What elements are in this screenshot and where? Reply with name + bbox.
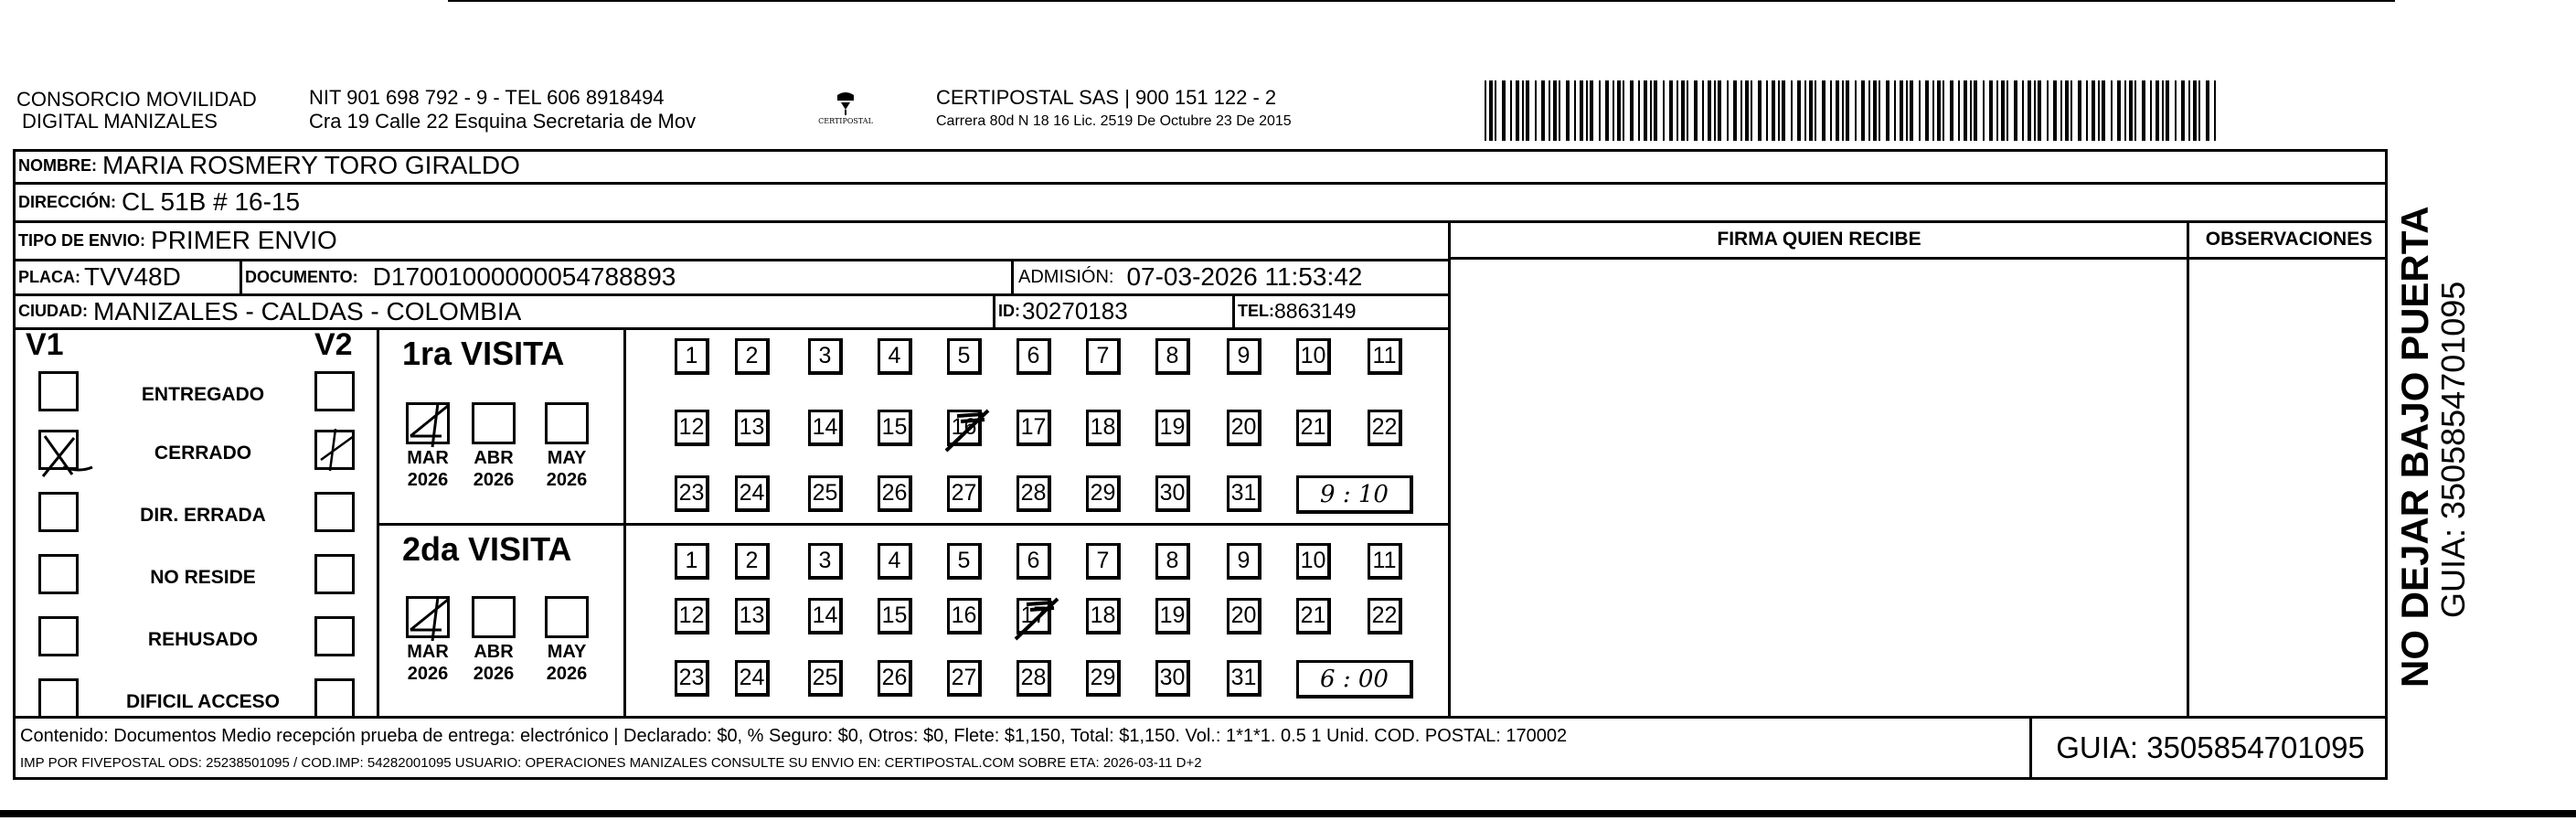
day-number: 30 bbox=[1159, 480, 1186, 506]
v2-checkbox[interactable] bbox=[314, 371, 355, 411]
visit1-month-label: MAR bbox=[407, 448, 449, 468]
day-number: 6 bbox=[1027, 548, 1040, 573]
tipo-value: PRIMER ENVIO bbox=[151, 226, 337, 254]
visit2-day-31[interactable] bbox=[1227, 660, 1261, 697]
admision-cell bbox=[1018, 261, 1362, 293]
day-number: 10 bbox=[1300, 548, 1326, 573]
visit1-month-box[interactable] bbox=[472, 402, 516, 444]
visit1-day-15[interactable] bbox=[878, 410, 912, 446]
day-number: 1 bbox=[685, 343, 698, 368]
visit1-day-6[interactable] bbox=[1017, 338, 1051, 375]
v1-checkbox[interactable] bbox=[38, 554, 79, 594]
documento-value: D17001000000054788893 bbox=[372, 262, 676, 291]
status-label: NO RESIDE bbox=[150, 567, 256, 588]
day-number: 16 bbox=[951, 602, 977, 628]
visit1-day-28[interactable] bbox=[1017, 475, 1051, 512]
carrier-line-1: CERTIPOSTAL SAS | 900 151 122 - 2 bbox=[936, 86, 1277, 109]
day-number: 1 bbox=[685, 548, 698, 573]
visit1-day-30[interactable] bbox=[1155, 475, 1190, 512]
day-number: 30 bbox=[1159, 665, 1186, 690]
visit1-month-box[interactable] bbox=[406, 402, 450, 444]
visit2-month-label: MAY bbox=[547, 642, 587, 662]
visit1-month-label: ABR bbox=[474, 448, 514, 468]
visit1-day-27[interactable] bbox=[947, 475, 982, 512]
visit2-day-7[interactable] bbox=[1086, 543, 1121, 580]
documento-cell bbox=[245, 261, 676, 293]
visit2-day-17[interactable] bbox=[1017, 598, 1051, 634]
certipostal-logo-text: CERTIPOSTAL bbox=[818, 117, 873, 125]
status-label: CERRADO bbox=[154, 442, 252, 464]
visit1-day-29[interactable] bbox=[1086, 475, 1121, 512]
visit2-day-21[interactable] bbox=[1296, 598, 1331, 634]
visit2-month-box[interactable] bbox=[472, 596, 516, 638]
firma-header: FIRMA QUIEN RECIBE bbox=[1717, 229, 1921, 250]
ciudad-label: CIUDAD: bbox=[18, 302, 88, 320]
visit2-day-13[interactable] bbox=[735, 598, 770, 634]
day-number: 31 bbox=[1230, 480, 1257, 506]
placa-label: PLACA: bbox=[18, 267, 80, 286]
visit2-day-15[interactable] bbox=[878, 598, 912, 634]
visit1-day-1[interactable] bbox=[675, 338, 709, 375]
v2-checkbox[interactable] bbox=[314, 678, 355, 719]
id-label: ID: bbox=[998, 302, 1020, 320]
org-line-1: CONSORCIO MOVILIDAD bbox=[16, 88, 257, 111]
visit1-day-9[interactable] bbox=[1227, 338, 1261, 375]
admision-value: 07-03-2026 11:53:42 bbox=[1126, 262, 1363, 291]
tel-label: TEL: bbox=[1238, 302, 1274, 320]
visit1-year-label: 2026 bbox=[407, 470, 449, 490]
visit2-day-1[interactable] bbox=[675, 543, 709, 580]
visit1-year-label: 2026 bbox=[546, 470, 588, 490]
status-divider bbox=[377, 327, 379, 716]
day-number: 25 bbox=[812, 665, 838, 690]
day-number: 3 bbox=[818, 343, 832, 368]
id-divider bbox=[993, 293, 995, 327]
status-label: ENTREGADO bbox=[141, 384, 265, 405]
visit1-day-2[interactable] bbox=[735, 338, 770, 375]
visit1-month-box[interactable] bbox=[545, 402, 589, 444]
status-label: REHUSADO bbox=[147, 629, 259, 650]
visit1-day-25[interactable] bbox=[808, 475, 843, 512]
visit2-day-22[interactable] bbox=[1368, 598, 1402, 634]
visit1-day-12[interactable] bbox=[675, 410, 709, 446]
visit1-day-17[interactable] bbox=[1017, 410, 1051, 446]
day-number: 21 bbox=[1300, 414, 1326, 440]
tel-divider bbox=[1232, 293, 1235, 327]
visit2-day-20[interactable] bbox=[1227, 598, 1261, 634]
v1-checkbox[interactable] bbox=[38, 430, 79, 470]
day-number: 19 bbox=[1159, 602, 1186, 628]
day-number: 26 bbox=[881, 665, 908, 690]
day-number: 19 bbox=[1159, 414, 1186, 440]
day-number: 7 bbox=[1096, 343, 1110, 368]
visit1-day-8[interactable] bbox=[1155, 338, 1190, 375]
col-obs-left bbox=[2187, 220, 2189, 716]
day-number: 15 bbox=[881, 414, 908, 440]
visit2-day-25[interactable] bbox=[808, 660, 843, 697]
carrier-line-2: Carrera 80d N 18 16 Lic. 2519 De Octubre 23 De 2015 bbox=[936, 113, 1292, 129]
footer-imp: IMP POR FIVEPOSTAL ODS: 25238501095 / COD.IMP: 54282001095 USUARIO: OPERACIONES MANIZALES CONSULTE SU ENVIO EN: CERTIPOSTAL.COM SOBRE ETA: 2026-03-11 D+2 bbox=[20, 755, 1202, 771]
v1-checkbox[interactable] bbox=[38, 678, 79, 719]
v2-checkbox[interactable] bbox=[314, 492, 355, 532]
day-number: 28 bbox=[1020, 665, 1047, 690]
day-check-mark bbox=[942, 403, 995, 458]
admision-divider bbox=[1011, 259, 1014, 293]
day-number: 13 bbox=[739, 414, 765, 440]
tel-cell bbox=[1238, 295, 1357, 327]
direccion-label: DIRECCIÓN: bbox=[18, 192, 116, 211]
org-line-2: DIGITAL MANIZALES bbox=[22, 110, 218, 133]
status-label: DIFICIL ACCESO bbox=[125, 691, 280, 712]
day-number: 29 bbox=[1090, 480, 1116, 506]
v2-header: V2 bbox=[314, 327, 353, 362]
side-warning: NO DEJAR BAJO PUERTA bbox=[2393, 206, 2436, 688]
nombre-row bbox=[18, 149, 520, 182]
visit2-day-18[interactable] bbox=[1086, 598, 1121, 634]
ciudad-cell bbox=[18, 295, 521, 327]
visit1-day-7[interactable] bbox=[1086, 338, 1121, 375]
visit2-year-label: 2026 bbox=[473, 664, 515, 684]
visit2-month-box[interactable] bbox=[406, 596, 450, 638]
v1-checkbox[interactable] bbox=[38, 371, 79, 411]
visit-divider bbox=[377, 523, 1448, 526]
visit2-day-28[interactable] bbox=[1017, 660, 1051, 697]
day-number: 23 bbox=[678, 480, 705, 506]
visit2-day-11[interactable] bbox=[1368, 543, 1402, 580]
day-number: 16 bbox=[951, 414, 977, 440]
v1-check-mark bbox=[36, 429, 94, 487]
visit2-day-4[interactable] bbox=[878, 543, 912, 580]
visit1-time[interactable]: 9 : 10 bbox=[1296, 475, 1413, 514]
v1-checkbox[interactable] bbox=[38, 492, 79, 532]
guia-box-divider bbox=[2029, 716, 2032, 780]
day-number: 20 bbox=[1230, 602, 1257, 628]
visit2-day-2[interactable] bbox=[735, 543, 770, 580]
day-check-mark bbox=[1012, 592, 1065, 646]
visit2-day-16[interactable] bbox=[947, 598, 982, 634]
visit2-day-23[interactable] bbox=[675, 660, 709, 697]
visit1-day-11[interactable] bbox=[1368, 338, 1402, 375]
visit1-day-14[interactable] bbox=[808, 410, 843, 446]
visit1-title: 1ra VISITA bbox=[402, 335, 565, 372]
v1-checkbox[interactable] bbox=[38, 616, 79, 656]
v2-check-mark bbox=[314, 423, 365, 478]
day-number: 23 bbox=[678, 665, 705, 690]
day-number: 15 bbox=[881, 602, 908, 628]
ciudad-value: MANIZALES - CALDAS - COLOMBIA bbox=[93, 296, 522, 325]
day-number: 7 bbox=[1096, 548, 1110, 573]
nit-line-1: NIT 901 698 792 - 9 - TEL 606 8918494 bbox=[309, 86, 665, 109]
barcode bbox=[1485, 80, 2216, 141]
visit2-day-5[interactable] bbox=[947, 543, 982, 580]
day-number: 11 bbox=[1372, 548, 1397, 573]
row-line-1 bbox=[13, 182, 2388, 185]
visit2-day-29[interactable] bbox=[1086, 660, 1121, 697]
day-number: 27 bbox=[951, 480, 977, 506]
day-number: 21 bbox=[1300, 602, 1326, 628]
id-cell bbox=[998, 295, 1128, 327]
visit2-day-3[interactable] bbox=[808, 543, 843, 580]
day-number: 4 bbox=[888, 548, 901, 573]
day-number: 31 bbox=[1230, 665, 1257, 690]
certipostal-logo bbox=[814, 88, 878, 137]
day-number: 11 bbox=[1372, 343, 1397, 368]
visit2-day-14[interactable] bbox=[808, 598, 843, 634]
month-check-mark bbox=[405, 590, 458, 646]
visit2-day-8[interactable] bbox=[1155, 543, 1190, 580]
col-firma-left bbox=[1448, 220, 1451, 716]
row-line-4 bbox=[1450, 257, 2388, 260]
documento-label: DOCUMENTO: bbox=[245, 267, 358, 286]
day-number: 22 bbox=[1371, 602, 1398, 628]
day-number: 24 bbox=[739, 665, 765, 690]
visit2-title: 2da VISITA bbox=[402, 530, 572, 568]
visit2-day-30[interactable] bbox=[1155, 660, 1190, 697]
day-number: 9 bbox=[1237, 548, 1251, 573]
visit1-day-16[interactable] bbox=[947, 410, 982, 446]
admision-label: ADMISIÓN: bbox=[1018, 266, 1114, 287]
visit1-day-13[interactable] bbox=[735, 410, 770, 446]
day-number: 14 bbox=[812, 602, 838, 628]
visit1-day-21[interactable] bbox=[1296, 410, 1331, 446]
months-divider bbox=[623, 327, 626, 716]
visit1-day-24[interactable] bbox=[735, 475, 770, 512]
day-number: 29 bbox=[1090, 665, 1116, 690]
tipo-label: TIPO DE ENVIO: bbox=[18, 230, 146, 250]
tel-value: 8863149 bbox=[1274, 299, 1357, 323]
visit2-day-9[interactable] bbox=[1227, 543, 1261, 580]
observaciones-header: OBSERVACIONES bbox=[2205, 229, 2373, 250]
placa-value: TVV48D bbox=[84, 262, 181, 291]
day-number: 14 bbox=[812, 414, 838, 440]
day-number: 2 bbox=[745, 343, 759, 368]
nombre-label: NOMBRE: bbox=[18, 155, 97, 175]
day-number: 13 bbox=[739, 602, 765, 628]
visit1-day-31[interactable] bbox=[1227, 475, 1261, 512]
day-number: 17 bbox=[1020, 414, 1047, 440]
visit1-day-18[interactable] bbox=[1086, 410, 1121, 446]
row-line-6 bbox=[13, 327, 1450, 330]
visit1-day-20[interactable] bbox=[1227, 410, 1261, 446]
top-edge-line bbox=[448, 0, 2395, 2]
visit1-year-label: 2026 bbox=[473, 470, 515, 490]
v1-header: V1 bbox=[26, 327, 64, 362]
direccion-value: CL 51B # 16-15 bbox=[122, 187, 301, 216]
visit2-day-10[interactable] bbox=[1296, 543, 1331, 580]
day-number: 27 bbox=[951, 665, 977, 690]
day-number: 2 bbox=[745, 548, 759, 573]
visit1-day-26[interactable] bbox=[878, 475, 912, 512]
day-number: 5 bbox=[957, 343, 971, 368]
nit-line-2: Cra 19 Calle 22 Esquina Secretaria de Mov bbox=[309, 110, 697, 133]
tipo-row bbox=[18, 222, 337, 259]
visit2-month-label: ABR bbox=[474, 642, 514, 662]
day-number: 25 bbox=[812, 480, 838, 506]
visit1-day-22[interactable] bbox=[1368, 410, 1402, 446]
visit1-day-19[interactable] bbox=[1155, 410, 1190, 446]
visit2-month-label: MAR bbox=[407, 642, 449, 662]
guia-box: GUIA: 3505854701095 bbox=[2056, 730, 2365, 764]
visit1-day-3[interactable] bbox=[808, 338, 843, 375]
placa-divider bbox=[240, 259, 242, 293]
visit2-year-label: 2026 bbox=[407, 664, 449, 684]
visit1-month-label: MAY bbox=[547, 448, 587, 468]
day-number: 9 bbox=[1237, 343, 1251, 368]
visit2-day-19[interactable] bbox=[1155, 598, 1190, 634]
day-number: 17 bbox=[1020, 602, 1047, 628]
day-number: 18 bbox=[1090, 602, 1116, 628]
v2-checkbox[interactable] bbox=[314, 616, 355, 656]
direccion-row bbox=[18, 184, 300, 220]
visit2-day-6[interactable] bbox=[1017, 543, 1051, 580]
visit2-day-12[interactable] bbox=[675, 598, 709, 634]
visit2-year-label: 2026 bbox=[546, 664, 588, 684]
day-number: 8 bbox=[1166, 548, 1179, 573]
day-number: 5 bbox=[957, 548, 971, 573]
visit1-day-23[interactable] bbox=[675, 475, 709, 512]
day-number: 3 bbox=[818, 548, 832, 573]
footer-contenido: Contenido: Documentos Medio recepción prueba de entrega: electrónico | Declarado: $0, % Seguro: $0, Otros: $0, Flete: $1,150, Total: $1,150. Vol.: 1*1*1. 0.5 1 Unid. COD. POSTAL: 170002 bbox=[20, 726, 1568, 746]
day-number: 6 bbox=[1027, 343, 1040, 368]
status-label: DIR. ERRADA bbox=[140, 505, 266, 526]
day-number: 18 bbox=[1090, 414, 1116, 440]
v2-checkbox[interactable] bbox=[314, 430, 355, 470]
day-number: 12 bbox=[678, 602, 705, 628]
v2-checkbox[interactable] bbox=[314, 554, 355, 594]
day-number: 24 bbox=[739, 480, 765, 506]
day-number: 12 bbox=[678, 414, 705, 440]
id-value: 30270183 bbox=[1022, 297, 1128, 325]
visit2-time[interactable]: 6 : 00 bbox=[1296, 660, 1413, 698]
visit2-day-24[interactable] bbox=[735, 660, 770, 697]
bottom-edge-line bbox=[0, 810, 2576, 817]
side-guia: GUIA: 3505854701095 bbox=[2434, 281, 2472, 618]
visit1-day-10[interactable] bbox=[1296, 338, 1331, 375]
day-number: 4 bbox=[888, 343, 901, 368]
day-number: 20 bbox=[1230, 414, 1257, 440]
day-number: 22 bbox=[1371, 414, 1398, 440]
nombre-value: MARIA ROSMERY TORO GIRALDO bbox=[102, 151, 520, 179]
day-number: 8 bbox=[1166, 343, 1179, 368]
day-number: 10 bbox=[1300, 343, 1326, 368]
visit1-day-4[interactable] bbox=[878, 338, 912, 375]
visit2-day-27[interactable] bbox=[947, 660, 982, 697]
month-check-mark bbox=[405, 396, 458, 453]
day-number: 28 bbox=[1020, 480, 1047, 506]
placa-cell bbox=[18, 261, 181, 293]
visit2-day-26[interactable] bbox=[878, 660, 912, 697]
day-number: 26 bbox=[881, 480, 908, 506]
visit2-month-box[interactable] bbox=[545, 596, 589, 638]
visit1-day-5[interactable] bbox=[947, 338, 982, 375]
